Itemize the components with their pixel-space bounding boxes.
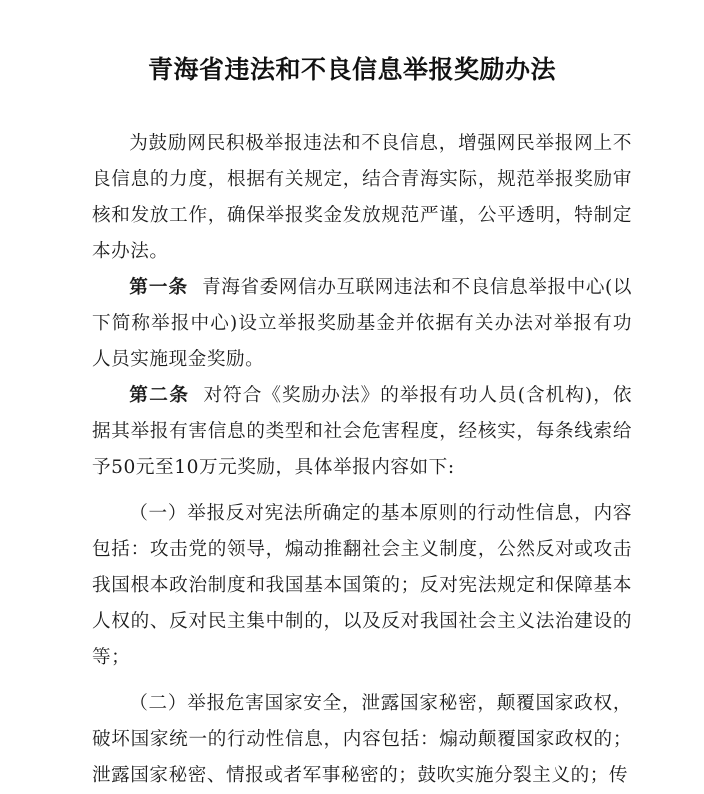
item-1-paragraph: （一）举报反对宪法所确定的基本原则的行动性信息，内容包括：攻击党的领导，煽动推翻社会主义制度，公然反对或攻击我国根本政治制度和我国基本国策的；反对宪法规定和保障基本人权的、反对民主集中制的，以及反对我国社会主义法治建设的等； — [92, 503, 632, 668]
document-body — [92, 126, 632, 794]
article-1-text: 青海省委网信办互联网违法和不良信息举报中心(以下简称举报中心)设立举报奖励基金并依据有关办法对举报有功人员实施现金奖励。 — [92, 277, 632, 370]
article-1-label: 第一条 — [129, 277, 189, 298]
intro-paragraph: 为鼓励网民积极举报违法和不良信息，增强网民举报网上不良信息的力度，根据有关规定，结合青海实际，规范举报奖励审核和发放工作，确保举报奖金发放规范严谨，公平透明，特制定本办法。 — [92, 133, 632, 262]
paragraph-spacer — [92, 676, 632, 686]
article-2-text: 对符合《奖励办法》的举报有功人员(含机构)，依据其举报有害信息的类型和社会危害程度，经核实，每条线索给予50元至10万元奖励，具体举报内容如下: — [92, 385, 632, 478]
item-2-paragraph: （二）举报危害国家安全，泄露国家秘密，颠覆国家政权，破坏国家统一的行动性信息，内容包括：煽动颠覆国家政权的；泄露国家秘密、情报或者军事秘密的；鼓吹实施分裂主义的；传 — [92, 693, 632, 786]
article-1-paragraph — [92, 270, 632, 378]
article-2-paragraph — [92, 378, 632, 486]
article-2-label: 第二条 — [129, 385, 190, 406]
paragraph-spacer — [92, 486, 632, 496]
document-title: 青海省违法和不良信息举报奖励办法 — [147, 55, 556, 84]
